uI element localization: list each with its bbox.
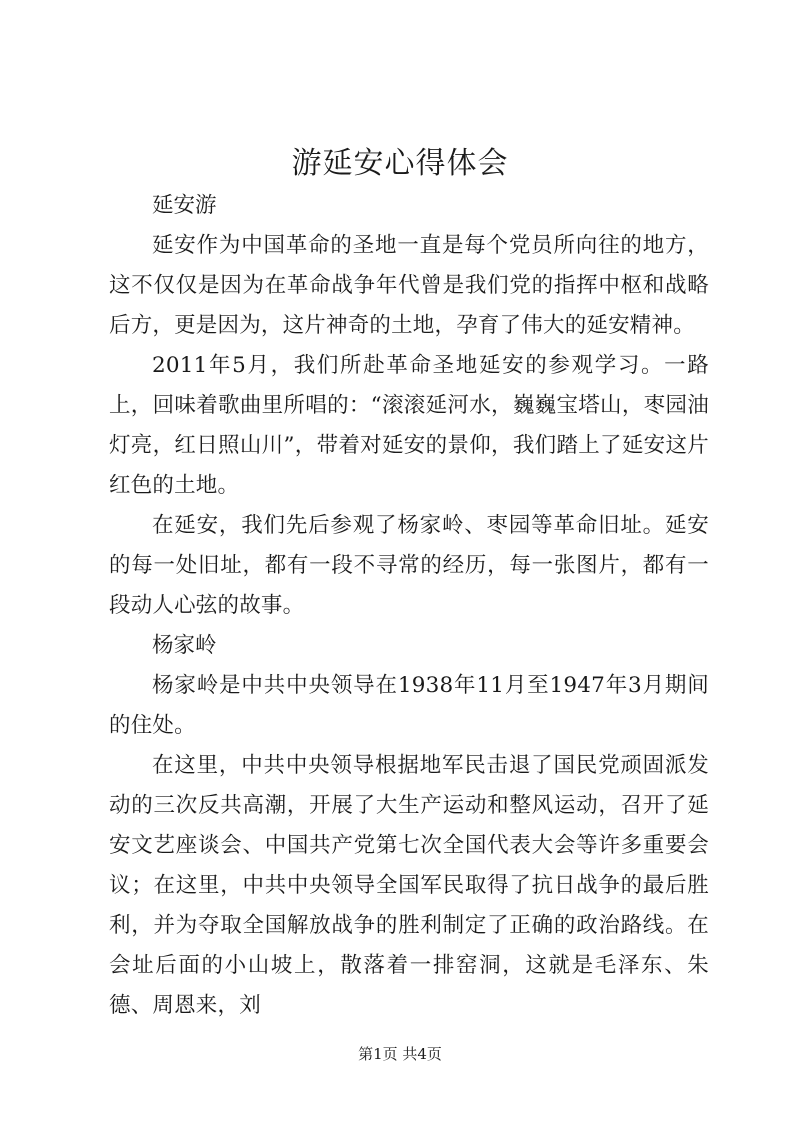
paragraph-yangjialing-history: 在这里，中共中央领导根据地军民击退了国民党顽固派发动的三次反共高潮，开展了大生产运动和整风运动，召开了延安文艺座谈会、中国共产党第七次全国代表大会等许多重要会议；在这里，中共中央领导全国军民取得了抗日战争的最后胜利，并为夺取全国解放战争的胜利制定了正确的政治路线。在会址后面的小山坡上，散落着一排窑洞，这就是毛泽东、朱德、周恩来，刘 xyxy=(109,753,709,1018)
paragraph-intro: 延安作为中国革命的圣地一直是每个党员所向往的地方，这不仅仅是因为在革命战争年代曾是我们党的指挥中枢和战略后方，更是因为，这片神奇的土地，孕育了伟大的延安精神。 xyxy=(109,233,709,338)
paragraph-trip: 2011年5月，我们所赴革命圣地延安的参观学习。一路上，回味着歌曲里所唱的：“滚滚延河水，巍巍宝塔山，枣园油灯亮，红日照山川”，带着对延安的景仰，我们踏上了延安这片红色的土地。 xyxy=(109,353,709,498)
section-heading-yangjialing: 杨家岭 xyxy=(152,633,217,658)
document-title: 游延安心得体会 xyxy=(291,146,509,181)
document-body xyxy=(109,186,709,1026)
paragraph-yangjialing-residence: 杨家岭是中共中央领导在1938年11月至1947年3月期间的住处。 xyxy=(109,673,709,738)
paragraph-sites: 在延安，我们先后参观了杨家岭、枣园等革命旧址。延安的每一处旧址，都有一段不寻常的经历，每一张图片，都有一段动人心弦的故事。 xyxy=(109,513,709,618)
section-heading-yanan-you: 延安游 xyxy=(152,193,217,218)
page-footer: 第1页 共4页 xyxy=(358,1045,442,1063)
